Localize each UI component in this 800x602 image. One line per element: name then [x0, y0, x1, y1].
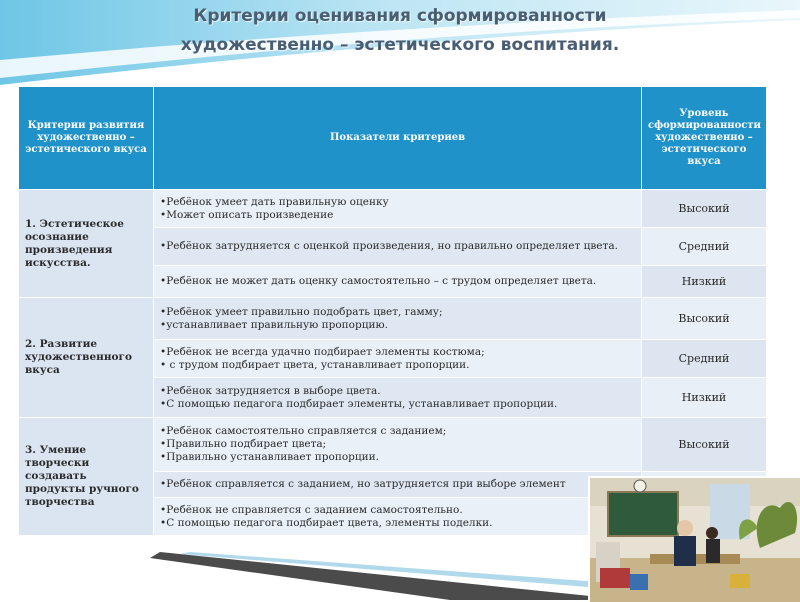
level-cell: Средний [642, 340, 767, 378]
indicator-line: •Ребёнок не может дать оценку самостоятельно – с трудом определяет цвета. [160, 275, 597, 287]
title-line-2: художественно – эстетического воспитания. [180, 35, 620, 55]
criterion-name: 1. Эстетическое осознание произведения искусства. [19, 190, 154, 298]
title-line-1: Критерии оценивания сформированности [193, 6, 607, 26]
level-cell: Высокий [642, 418, 767, 472]
indicator-line: •С помощью педагога подбирает цвета, элементы поделки. [160, 516, 493, 529]
table-row [19, 190, 767, 228]
indicator-line: •С помощью педагога подбирает элементы, устанавливает пропорции. [160, 397, 558, 410]
indicator-line: • с трудом подбирает цвета, устанавливает пропорции. [160, 358, 470, 371]
decorative-shadow [150, 552, 600, 600]
table-header-row [19, 87, 767, 190]
indicator-line: •Ребёнок справляется с заданием, но затрудняется при выборе элемент [160, 478, 566, 490]
indicator-line: •Ребёнок затрудняется с оценкой произведения, но правильно определяет цвета. [160, 240, 618, 252]
indicator-line: •Ребёнок не справляется с заданием самостоятельно. [160, 503, 463, 516]
classroom-photo [588, 476, 800, 602]
indicator-cell [154, 228, 642, 266]
header-criteria: Критерии развития художественно – эстетического вкуса [19, 87, 154, 190]
level-cell: Средний [642, 228, 767, 266]
indicator-cell [154, 378, 642, 418]
indicator-line: •Правильно подбирает цвета; [160, 438, 327, 450]
indicator-cell [154, 190, 642, 228]
table-row [19, 298, 767, 340]
header-indicators: Показатели критериев [154, 87, 642, 190]
indicator-cell [154, 298, 642, 340]
indicator-line: •Ребёнок не всегда удачно подбирает элементы костюма; [160, 345, 485, 358]
header-level: Уровень сформированности художественно – эстетического вкуса [642, 87, 767, 190]
indicator-line: •Правильно устанавливает пропорции. [160, 451, 379, 463]
level-cell: Высокий [642, 190, 767, 228]
indicator-cell [154, 498, 642, 536]
classroom-photo-illustration [590, 478, 800, 602]
indicator-line: •устанавливает правильную пропорцию. [160, 318, 388, 331]
indicator-line: •Ребёнок самостоятельно справляется с заданием; [160, 425, 447, 437]
table-row [19, 418, 767, 472]
level-cell: Низкий [642, 266, 767, 298]
criterion-name: 2. Развитие художественного вкуса [19, 298, 154, 418]
indicator-cell [154, 340, 642, 378]
level-cell: Низкий [642, 378, 767, 418]
criterion-name: 3. Умение творчески создавать продукты ручного творчества [19, 418, 154, 536]
indicator-line: •Ребёнок умеет правильно подобрать цвет, гамму; [160, 305, 443, 318]
indicator-cell [154, 472, 642, 498]
level-cell: Высокий [642, 298, 767, 340]
indicator-line: •Может описать произведение [160, 208, 334, 221]
indicator-cell [154, 266, 642, 298]
criteria-table [18, 86, 767, 536]
page-title [0, 2, 800, 60]
indicator-line: •Ребёнок затрудняется в выборе цвета. [160, 384, 381, 397]
indicator-line: •Ребёнок умеет дать правильную оценку [160, 195, 389, 208]
indicator-cell [154, 418, 642, 472]
